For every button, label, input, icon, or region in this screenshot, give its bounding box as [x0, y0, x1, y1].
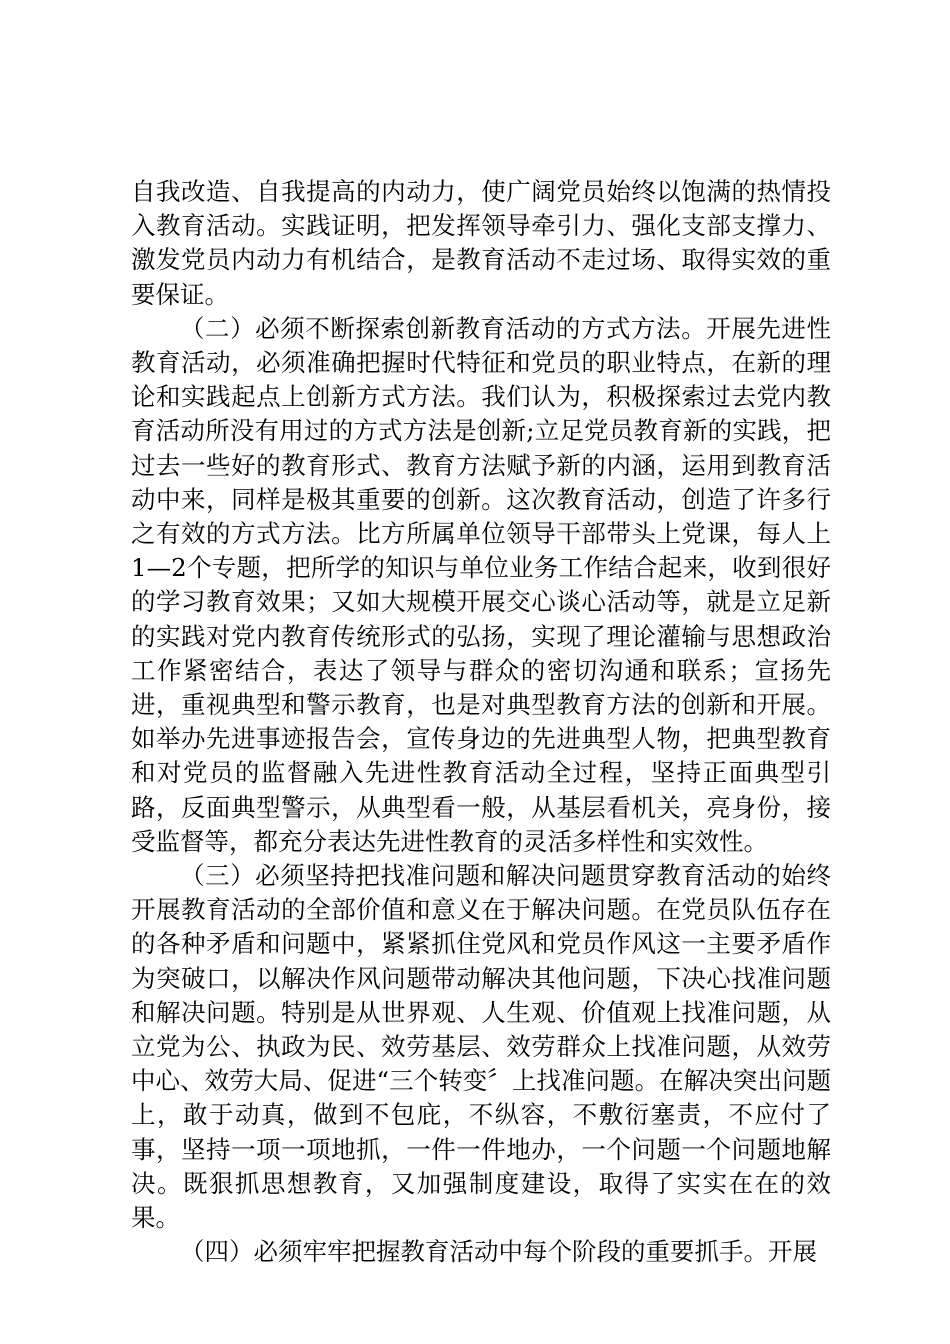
document-body — [131, 175, 831, 1270]
paragraph-section-three: （三）必须坚持把找准问题和解决问题贯穿教育活动的始终开展教育活动的全部价值和意义在于解决问题。在党员队伍存在的各种矛盾和问题中，紧紧抓住党风和党员作风这一主要矛盾作为突破口，以解决作风问题带动解决其他问题，下决心找准问题和解决问题。特别是从世界观、人生观、价值观上找准问题，从立党为公、执政为民、效劳基层、效劳群众上找准问题，从效劳中心、效劳大局、促进“三个转变〞上找准问题。在解决突出问题上，敢于动真，做到不包庇，不纵容，不敷衍塞责，不应付了事，坚持一项一项地抓，一件一件地办，一个问题一个问题地解决。既狠抓思想教育，又加强制度建设，取得了实实在在的效果。 — [131, 861, 831, 1233]
paragraph-section-four: （四）必须牢牢把握教育活动中每个阶段的重要抓手。开展 — [180, 1237, 817, 1267]
paragraph-section-two: （二）必须不断探索创新教育活动的方式方法。开展先进性教育活动，必须准确把握时代特征和党员的职业特点，在新的理论和实践起点上创新方式方法。我们认为，积极探索过去党内教育活动所没有用过的方式方法是创新;立足党员教育新的实践，把过去一些好的教育形式、教育方法赋予新的内涵，运用到教育活动中来，同样是极其重要的创新。这次教育活动，创造了许多行之有效的方式方法。比方所属单位领导干部带头上党课，每人上1—2个专题，把所学的知识与单位业务工作结合起来，收到很好的学习教育效果；又如大规模开展交心谈心活动等，就是立足新的实践对党内教育传统形式的弘扬，实现了理论灌输与思想政治工作紧密结合，表达了领导与群众的密切沟通和联系；宣扬先进，重视典型和警示教育，也是对典型教育方法的创新和开展。如举办先进事迹报告会，宣传身边的先进典型人物，把典型教育和对党员的监督融入先进性教育活动全过程，坚持正面典型引路，反面典型警示，从典型看一般，从基层看机关，亮身份，接受监督等，都充分表达先进性教育的灵活多样性和实效性。 — [131, 313, 831, 856]
paragraph-continuation: 自我改造、自我提高的内动力，使广阔党员始终以饱满的热情投入教育活动。实践证明，把发挥领导牵引力、强化支部支撑力、激发党员内动力有机结合，是教育活动不走过场、取得实效的重要保证。 — [131, 177, 831, 309]
